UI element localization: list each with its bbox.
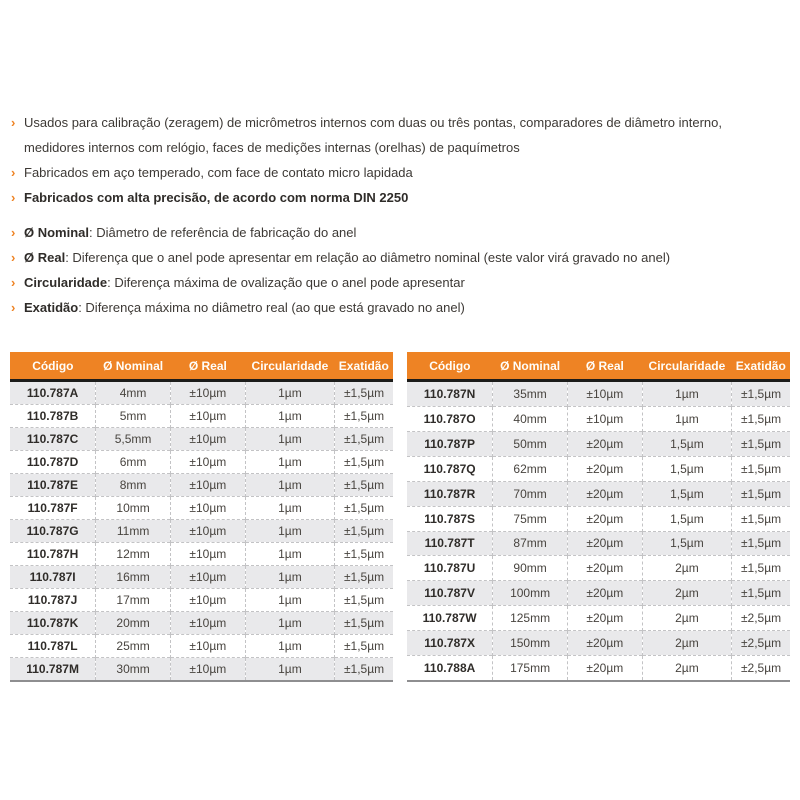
table-row	[407, 506, 790, 531]
value-cell: ±20µm	[567, 656, 642, 681]
code-cell: 110.787R	[407, 481, 493, 506]
value-cell: 1µm	[245, 635, 334, 658]
value-cell: ±20µm	[567, 581, 642, 606]
value-cell: ±10µm	[170, 520, 245, 543]
value-cell: ±1,5µm	[732, 481, 790, 506]
value-cell: 5mm	[96, 405, 171, 428]
value-cell: ±2,5µm	[732, 631, 790, 656]
code-cell: 110.787N	[423, 386, 476, 401]
value-cell: 4mm	[96, 381, 171, 405]
value-cell: ±1,5µm	[335, 381, 393, 405]
value-cell: ±1,5µm	[732, 381, 790, 407]
chevron-right-icon: ›	[11, 250, 16, 265]
definition-term: Circularidade	[24, 275, 108, 290]
code-cell: 110.787A	[26, 386, 79, 400]
definition-text	[24, 275, 465, 290]
intro-bullet-list	[10, 110, 736, 210]
value-cell: ±10µm	[567, 406, 642, 431]
table-row	[407, 631, 790, 656]
bullet-text: Fabricados em aço temperado, com face de contato micro lapidada	[24, 165, 413, 180]
value-cell: ±10µm	[170, 635, 245, 658]
value-cell: 100mm	[493, 581, 568, 606]
value-cell: 16mm	[96, 566, 171, 589]
bullet-item	[10, 110, 736, 160]
table-header-row	[407, 352, 790, 381]
table-row	[10, 658, 393, 682]
value-cell: ±10µm	[170, 612, 245, 635]
table-row	[407, 431, 790, 456]
definition-list	[10, 220, 736, 320]
value-cell: ±20µm	[567, 556, 642, 581]
value-cell: 5,5mm	[96, 428, 171, 451]
value-cell: ±1,5µm	[732, 431, 790, 456]
value-cell: ±20µm	[567, 481, 642, 506]
value-cell: 70mm	[493, 481, 568, 506]
bullet-text: Fabricados com alta precisão, de acordo com norma DIN 2250	[24, 190, 409, 205]
value-cell: ±1,5µm	[732, 506, 790, 531]
definition-item	[10, 220, 736, 245]
value-cell: 10mm	[96, 497, 171, 520]
value-cell: 1µm	[245, 658, 334, 682]
value-cell: 1,5µm	[642, 431, 731, 456]
definition-description: : Diferença máxima de ovalização que o anel pode apresentar	[107, 275, 465, 290]
value-cell: ±10µm	[567, 381, 642, 407]
value-cell: ±1,5µm	[335, 589, 393, 612]
value-cell: 175mm	[493, 656, 568, 681]
code-cell: 110.787Q	[407, 456, 493, 481]
definition-description: : Diâmetro de referência de fabricação do anel	[89, 225, 357, 240]
value-cell: 62mm	[493, 456, 568, 481]
code-cell: 110.787S	[407, 506, 493, 531]
value-cell: 2µm	[642, 581, 731, 606]
spec-table-left	[10, 352, 393, 682]
value-cell: 1µm	[245, 451, 334, 474]
value-cell: ±1,5µm	[335, 428, 393, 451]
value-cell: 12mm	[96, 543, 171, 566]
value-cell: 87mm	[493, 531, 568, 556]
value-cell: ±1,5µm	[335, 612, 393, 635]
table-row	[407, 656, 790, 681]
table-row	[407, 531, 790, 556]
value-cell: 1µm	[245, 428, 334, 451]
code-cell: 110.787C	[10, 428, 96, 451]
bullet-item	[10, 185, 736, 210]
column-header: Circularidade	[245, 352, 334, 381]
value-cell: 11mm	[96, 520, 171, 543]
value-cell: 125mm	[493, 606, 568, 631]
table-row	[407, 406, 790, 431]
value-cell: ±20µm	[567, 631, 642, 656]
table-row	[10, 612, 393, 635]
value-cell: 2µm	[642, 606, 731, 631]
value-cell: ±20µm	[567, 506, 642, 531]
value-cell: ±20µm	[567, 456, 642, 481]
value-cell: ±1,5µm	[335, 451, 393, 474]
table-row	[10, 474, 393, 497]
column-header: Código	[407, 352, 493, 381]
code-cell: 110.787U	[407, 556, 493, 581]
code-cell: 110.787D	[10, 451, 96, 474]
table-row	[10, 451, 393, 474]
value-cell: 25mm	[96, 635, 171, 658]
chevron-right-icon: ›	[11, 165, 16, 180]
value-cell: ±1,5µm	[732, 556, 790, 581]
table-row	[407, 606, 790, 631]
column-header: Código	[10, 352, 96, 381]
value-cell: ±10µm	[170, 451, 245, 474]
table-row	[407, 456, 790, 481]
code-cell: 110.787K	[10, 612, 96, 635]
value-cell: ±20µm	[567, 606, 642, 631]
column-header: Circularidade	[642, 352, 731, 381]
value-cell: 1µm	[245, 589, 334, 612]
value-cell: ±2,5µm	[732, 656, 790, 681]
value-cell: ±10µm	[170, 474, 245, 497]
value-cell: ±1,5µm	[335, 497, 393, 520]
code-cell: 110.788A	[407, 656, 493, 681]
code-cell: 110.787P	[407, 431, 493, 456]
code-cell: 110.787H	[10, 543, 96, 566]
bullet-item	[10, 160, 736, 185]
value-cell: ±1,5µm	[335, 405, 393, 428]
column-header: Ø Real	[170, 352, 245, 381]
value-cell: ±1,5µm	[732, 581, 790, 606]
spec-tables-row	[10, 352, 790, 682]
table-row	[407, 381, 790, 407]
value-cell: 1µm	[245, 381, 334, 405]
value-cell: 2µm	[642, 556, 731, 581]
code-cell: 110.787E	[10, 474, 96, 497]
value-cell: 1,5µm	[642, 481, 731, 506]
table-row	[407, 481, 790, 506]
value-cell: 1µm	[245, 612, 334, 635]
value-cell: 1µm	[642, 381, 731, 407]
definition-term: Ø Real	[24, 250, 66, 265]
code-cell: 110.787I	[10, 566, 96, 589]
value-cell: ±20µm	[567, 531, 642, 556]
table-row	[407, 556, 790, 581]
definition-text	[24, 225, 356, 240]
chevron-right-icon: ›	[11, 275, 16, 290]
table-row	[10, 497, 393, 520]
code-cell: 110.787W	[407, 606, 493, 631]
table-row	[10, 405, 393, 428]
table-header-row	[10, 352, 393, 381]
value-cell: ±10µm	[170, 381, 245, 405]
value-cell: ±1,5µm	[335, 566, 393, 589]
value-cell: ±1,5µm	[335, 520, 393, 543]
chevron-right-icon: ›	[11, 115, 16, 130]
spec-table-right	[407, 352, 790, 682]
table-row	[10, 543, 393, 566]
value-cell: 1,5µm	[642, 506, 731, 531]
definition-text	[24, 250, 670, 265]
value-cell: ±1,5µm	[335, 658, 393, 682]
chevron-right-icon: ›	[11, 300, 16, 315]
value-cell: 6mm	[96, 451, 171, 474]
value-cell: 1µm	[245, 566, 334, 589]
value-cell: ±10µm	[170, 405, 245, 428]
value-cell: 2µm	[642, 631, 731, 656]
value-cell: ±1,5µm	[335, 474, 393, 497]
code-cell: 110.787V	[407, 581, 493, 606]
value-cell: 1,5µm	[642, 531, 731, 556]
value-cell: ±10µm	[170, 566, 245, 589]
table-row	[10, 566, 393, 589]
code-cell: 110.787M	[10, 658, 96, 682]
chevron-right-icon: ›	[11, 190, 16, 205]
table-row	[10, 589, 393, 612]
bullet-text: Usados para calibração (zeragem) de micrômetros internos com duas ou três pontas, comparadores de diâmetro interno, medidores internos com relógio, faces de medições internas (orelhas) de paquímetros	[24, 115, 723, 155]
value-cell: 1µm	[245, 405, 334, 428]
value-cell: 1,5µm	[642, 456, 731, 481]
value-cell: 2µm	[642, 656, 731, 681]
definition-term: Exatidão	[24, 300, 79, 315]
value-cell: 75mm	[493, 506, 568, 531]
value-cell: ±10µm	[170, 428, 245, 451]
value-cell: ±10µm	[170, 543, 245, 566]
value-cell: 20mm	[96, 612, 171, 635]
table-row	[10, 635, 393, 658]
value-cell: ±1,5µm	[335, 543, 393, 566]
value-cell: ±10µm	[170, 589, 245, 612]
column-header: Exatidão	[335, 352, 393, 381]
code-cell: 110.787T	[407, 531, 493, 556]
column-header: Ø Real	[567, 352, 642, 381]
definition-item	[10, 245, 736, 270]
definition-description: : Diferença máxima no diâmetro real (ao que está gravado no anel)	[78, 300, 465, 315]
value-cell: 90mm	[493, 556, 568, 581]
value-cell: 1µm	[245, 520, 334, 543]
value-cell: 150mm	[493, 631, 568, 656]
value-cell: ±1,5µm	[732, 456, 790, 481]
value-cell: ±1,5µm	[732, 406, 790, 431]
value-cell: 1µm	[642, 406, 731, 431]
code-cell: 110.787O	[407, 406, 493, 431]
table-row	[407, 581, 790, 606]
definition-text	[24, 300, 465, 315]
definition-item	[10, 270, 736, 295]
table-row	[10, 520, 393, 543]
value-cell: ±10µm	[170, 658, 245, 682]
value-cell: 30mm	[96, 658, 171, 682]
code-cell: 110.787L	[10, 635, 96, 658]
column-header: Exatidão	[732, 352, 790, 381]
definition-term: Ø Nominal	[24, 225, 90, 240]
code-cell: 110.787J	[10, 589, 96, 612]
definition-item	[10, 295, 736, 320]
column-header: Ø Nominal	[493, 352, 568, 381]
value-cell: 1µm	[245, 474, 334, 497]
value-cell: ±1,5µm	[732, 531, 790, 556]
table-row	[10, 381, 393, 405]
value-cell: ±10µm	[170, 497, 245, 520]
value-cell: 8mm	[96, 474, 171, 497]
value-cell: ±1,5µm	[335, 635, 393, 658]
definition-description: : Diferença que o anel pode apresentar em relação ao diâmetro nominal (este valor virá gravado no anel)	[65, 250, 671, 265]
value-cell: 40mm	[493, 406, 568, 431]
value-cell: 50mm	[493, 431, 568, 456]
chevron-right-icon: ›	[11, 225, 16, 240]
value-cell: 1µm	[245, 497, 334, 520]
value-cell: 17mm	[96, 589, 171, 612]
value-cell: 35mm	[493, 381, 568, 407]
value-cell: 1µm	[245, 543, 334, 566]
code-cell: 110.787G	[10, 520, 96, 543]
column-header: Ø Nominal	[96, 352, 171, 381]
value-cell: ±20µm	[567, 431, 642, 456]
code-cell: 110.787B	[10, 405, 96, 428]
value-cell: ±2,5µm	[732, 606, 790, 631]
code-cell: 110.787X	[407, 631, 493, 656]
code-cell: 110.787F	[10, 497, 96, 520]
table-row	[10, 428, 393, 451]
